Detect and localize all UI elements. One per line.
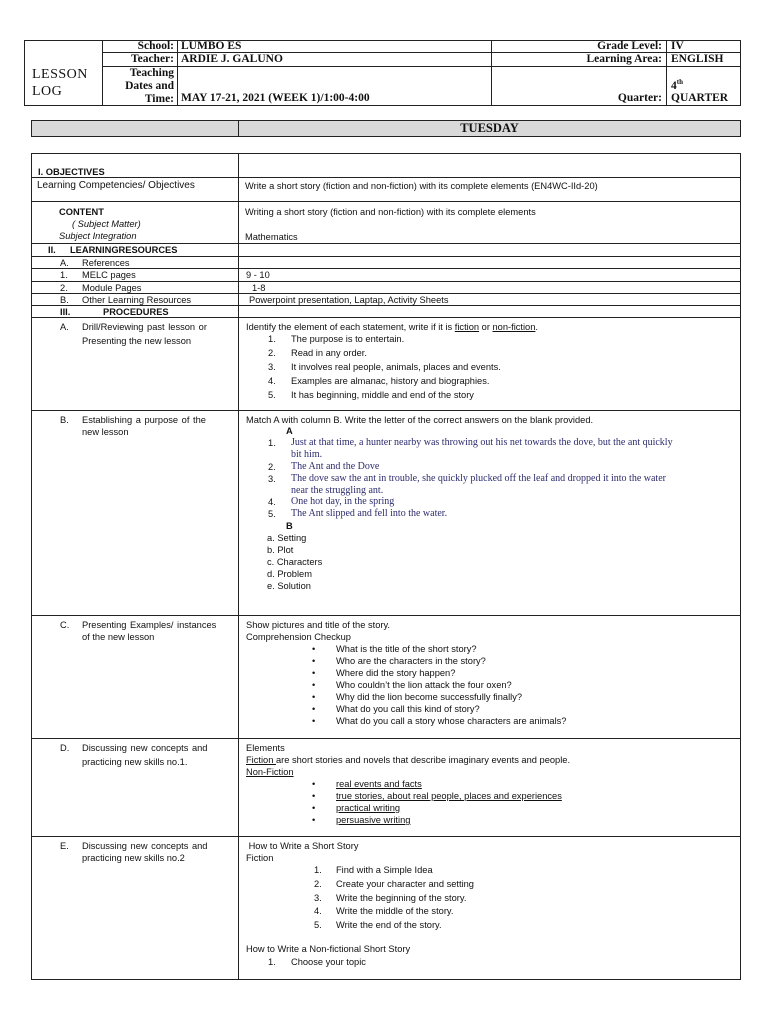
step-item: Create your character and setting	[336, 879, 474, 889]
bullet: •	[312, 791, 316, 801]
proc-d-letter: D.	[60, 743, 70, 753]
lc-label: Learning Competencies/ Objectives	[37, 180, 195, 191]
bullet: •	[312, 815, 316, 825]
integration-value: Mathematics	[245, 232, 298, 242]
divider	[31, 615, 741, 616]
module-value: 1-8	[252, 283, 266, 293]
dates-label-line: Time:	[144, 93, 174, 105]
lc-value: Write a short story (fiction and non-fiction) with its complete elements (EN4WC-IId-20)	[245, 181, 598, 191]
teacher-label: Teacher:	[130, 53, 174, 65]
step-item: Choose your topic	[291, 957, 366, 967]
divider	[491, 40, 492, 106]
content-value: Writing a short story (fiction and non-fiction) with its complete elements	[245, 207, 536, 217]
step-item: Write the middle of the story.	[336, 906, 454, 916]
match-item: near the struggling ant.	[291, 485, 384, 496]
fiction-definition	[246, 754, 570, 766]
divider	[31, 836, 741, 837]
proc-a-label: Presenting the new lesson	[82, 336, 192, 346]
match-item: The Ant and the Dove	[291, 461, 380, 472]
module-num: 2.	[60, 283, 68, 293]
proc-c-label: of the new lesson	[82, 632, 155, 642]
resources-heading: LEARNINGRESOURCES	[70, 245, 178, 255]
list-item: It has beginning, middle and end of the story	[291, 390, 474, 400]
bullet: •	[312, 779, 316, 789]
bullet: •	[312, 644, 316, 654]
list-item: Read in any order.	[291, 348, 367, 358]
proc-c-intro: Comprehension Checkup	[246, 632, 351, 642]
objectives-heading: I. OBJECTIVES	[38, 167, 105, 177]
intro-text: Identify the element of each statement, write if it is	[246, 322, 455, 332]
list-item: Examples are almanac, history and biographies.	[291, 376, 490, 386]
match-item: The Ant slipped and fell into the water.	[291, 508, 448, 519]
melc-value: 9 - 10	[246, 270, 270, 280]
list-item: It involves real people, animals, places and events.	[291, 362, 501, 372]
nonfiction-story-heading: How to Write a Non-fictional Short Story	[246, 944, 411, 954]
melc-label: MELC pages	[82, 270, 136, 280]
school-value: LUMBO ES	[181, 40, 242, 52]
area-label: Learning Area:	[586, 53, 662, 65]
fiction-def-text: are short stories and novels that describe imaginary events and people.	[275, 755, 571, 765]
bullet: •	[312, 692, 316, 702]
match-item: The dove saw the ant in trouble, she quickly plucked off the leaf and dropped it into the water	[291, 473, 666, 484]
nonfiction-bullet: true stories, about real people, places and experiences	[336, 791, 562, 801]
list-number: 4.	[268, 376, 276, 386]
period: .	[535, 322, 538, 332]
list-item: The purpose is to entertain.	[291, 334, 405, 344]
subject-matter-label: ( Subject Matter)	[72, 219, 141, 229]
list-number: 2.	[314, 879, 322, 889]
list-number: 3.	[268, 362, 276, 372]
nonfiction-heading: Non-Fiction	[246, 767, 294, 777]
match-item: One hot day, in the spring	[291, 496, 395, 507]
list-number: 3.	[314, 893, 322, 903]
resources-num: II.	[48, 245, 56, 255]
question-item: Why did the lion become successfully finally?	[336, 692, 523, 702]
list-number: 5.	[268, 509, 276, 519]
nonfiction-bullet: persuasive writing	[336, 815, 411, 825]
title-line: LESSON	[32, 67, 88, 82]
divider	[31, 738, 741, 739]
procedures-heading: PROCEDURES	[103, 307, 169, 317]
question-item: Where did the story happen?	[336, 668, 456, 678]
list-number: 5.	[314, 920, 322, 930]
divider	[238, 153, 239, 980]
bullet: •	[312, 668, 316, 678]
procedures-num: III.	[60, 307, 71, 317]
module-label: Module Pages	[82, 283, 142, 293]
proc-b-intro: Match A with column B. Write the letter of the correct answers on the blank provided.	[246, 415, 594, 425]
divider	[177, 40, 178, 106]
melc-num: 1.	[60, 270, 68, 280]
bullet: •	[312, 716, 316, 726]
nonfiction-term: non-fiction	[492, 322, 536, 332]
proc-a-intro	[246, 321, 538, 333]
proc-b-label: Establishing a purpose of the	[82, 415, 206, 425]
divider	[31, 268, 741, 269]
list-number: 3.	[268, 474, 276, 484]
step-item: Write the beginning of the story.	[336, 893, 467, 903]
divider	[102, 66, 741, 67]
choice-item: e. Solution	[267, 581, 311, 591]
proc-e-letter: E.	[60, 841, 69, 851]
list-number: 1.	[268, 957, 276, 967]
list-number: 1.	[314, 865, 322, 875]
area-value: ENGLISH	[671, 53, 724, 65]
divider	[31, 177, 741, 178]
choice-item: b. Plot	[267, 545, 294, 555]
proc-c-intro: Show pictures and title of the story.	[246, 620, 391, 630]
match-item: bit him.	[291, 449, 323, 460]
choice-item: a. Setting	[267, 533, 307, 543]
quarter-label: Quarter:	[617, 92, 662, 104]
quarter-num: 4	[671, 79, 677, 92]
divider	[31, 201, 741, 202]
content-label: CONTENT	[59, 207, 104, 217]
question-item: What do you call a story whose characters are animals?	[336, 716, 567, 726]
proc-d-label: practicing new skills no.1.	[82, 757, 188, 767]
proc-c-letter: C.	[60, 620, 70, 630]
nonfiction-bullet: practical writing	[336, 803, 401, 813]
question-item: What is the title of the short story?	[336, 644, 477, 654]
list-number: 4.	[268, 497, 276, 507]
question-item: Who are the characters in the story?	[336, 656, 486, 666]
divider	[102, 40, 103, 106]
or-text: or	[479, 322, 493, 332]
proc-b-label: new lesson	[82, 427, 129, 437]
choice-item: c. Characters	[267, 557, 323, 567]
dates-label-line: Dates and	[125, 80, 174, 92]
bullet: •	[312, 680, 316, 690]
ref-num: A.	[60, 258, 69, 268]
fiction-term: Fiction	[246, 755, 276, 765]
dates-value: MAY 17-21, 2021 (WEEK 1)/1:00-4:00	[181, 92, 370, 104]
integration-label: Subject Integration	[59, 231, 137, 241]
column-a-heading: A	[286, 426, 293, 436]
proc-a-label: Drill/Reviewing past lesson or	[82, 322, 207, 332]
list-number: 2.	[268, 462, 276, 472]
list-number: 5.	[268, 390, 276, 400]
bullet: •	[312, 656, 316, 666]
question-item: Who couldn’t the lion attack the four oxen?	[336, 680, 512, 690]
other-num: B.	[60, 295, 69, 305]
list-number: 1.	[268, 438, 276, 448]
ref-label: References	[82, 258, 130, 268]
bullet: •	[312, 704, 316, 714]
teacher-value: ARDIE J. GALUNO	[181, 53, 283, 65]
column-b-heading: B	[286, 521, 293, 531]
choice-item: d. Problem	[267, 569, 312, 579]
quarter-value: QUARTER	[671, 92, 729, 104]
proc-e-label: practicing new skills no.2	[82, 853, 185, 863]
grade-label: Grade Level:	[597, 40, 662, 52]
quarter-sup: th	[676, 78, 683, 86]
grade-value: IV	[671, 40, 684, 52]
fiction-label: Fiction	[246, 853, 274, 863]
bullet: •	[312, 803, 316, 813]
title-line: LOG	[32, 84, 63, 99]
dates-label-line: Teaching	[129, 67, 174, 79]
list-number: 1.	[268, 334, 276, 344]
nonfiction-bullet: real events and facts	[336, 779, 422, 789]
list-number: 2.	[268, 348, 276, 358]
proc-d-label: Discussing new concepts and	[82, 743, 208, 753]
dates-label	[104, 67, 174, 106]
proc-e-label: Discussing new concepts and	[82, 841, 208, 851]
elements-heading: Elements	[246, 743, 285, 753]
day-title: TUESDAY	[460, 121, 519, 135]
question-item: What do you call this kind of story?	[336, 704, 480, 714]
school-label: School:	[137, 40, 174, 52]
match-item: Just at that time, a hunter nearby was throwing out his net towards the dove, but the ant quickly	[291, 437, 673, 448]
proc-b-letter: B.	[60, 415, 69, 425]
list-number: 4.	[314, 906, 322, 916]
divider	[31, 410, 741, 411]
other-label: Other Learning Resources	[82, 295, 192, 305]
other-value: Powerpoint presentation, Laptap, Activity Sheets	[249, 295, 449, 305]
fiction-term: fiction	[454, 322, 480, 332]
step-item: Write the end of the story.	[336, 920, 442, 930]
step-item: Find with a Simple Idea	[336, 865, 433, 875]
proc-c-label: Presenting Examples/ instances	[82, 620, 217, 630]
divider	[31, 256, 741, 257]
short-story-heading: How to Write a Short Story	[246, 841, 359, 851]
lesson-log-title	[32, 66, 88, 100]
quarter-number	[671, 78, 683, 92]
divider	[666, 40, 667, 106]
proc-a-letter: A.	[60, 322, 69, 332]
